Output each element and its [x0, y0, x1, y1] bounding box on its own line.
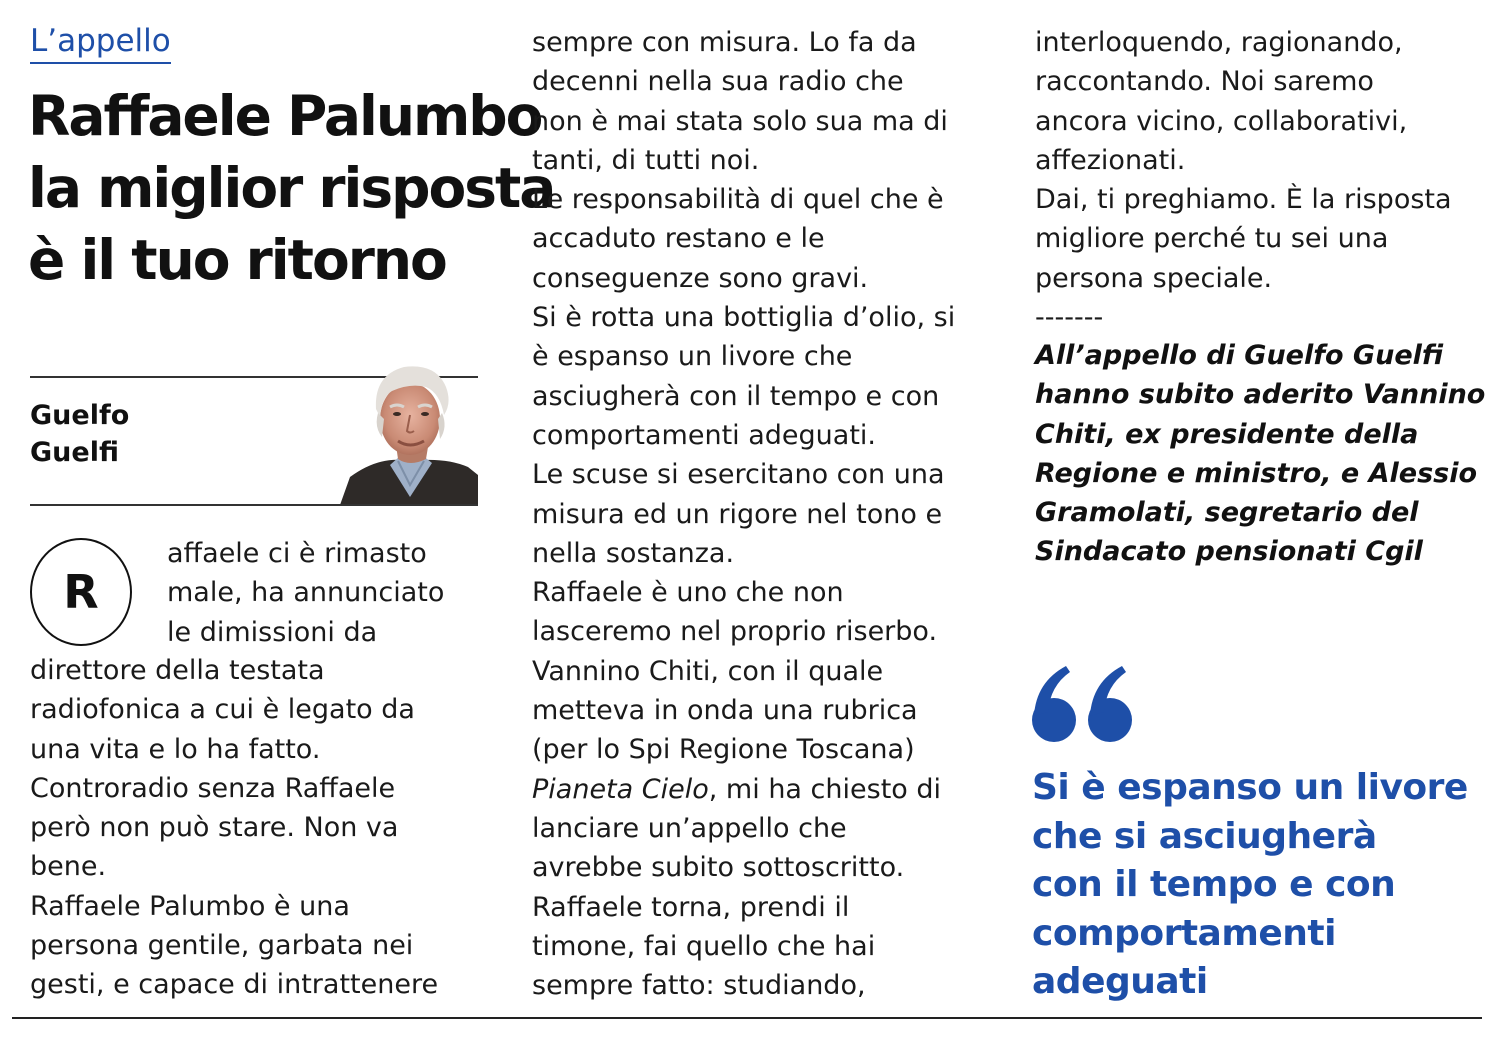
- text-line: persona speciale.: [1035, 262, 1273, 294]
- text-line: migliore perché tu sei una: [1035, 223, 1389, 255]
- text-line: però non può stare. Non va: [30, 812, 399, 844]
- text-line: non è mai stata solo sua ma di: [532, 105, 948, 137]
- text-line: Le responsabilità di quel che è: [532, 184, 944, 216]
- text-line: direttore della testata: [30, 655, 325, 686]
- text-line: Regione e ministro, e Alessio: [1035, 457, 1478, 489]
- text-line: sempre fatto: studiando,: [532, 970, 866, 1002]
- section-kicker: L’appello: [30, 22, 171, 64]
- author-last-name: Guelfi: [30, 437, 119, 468]
- text-line: affezionati.: [1035, 144, 1186, 176]
- text-line: Raffaele Palumbo è una: [30, 890, 350, 922]
- text-line: (per lo Spi Regione Toscana): [532, 734, 915, 766]
- text-fragment: , mi ha chiesto di: [708, 773, 942, 805]
- text-line: lanciare un’appello che: [532, 812, 847, 844]
- byline-rule-bottom: [30, 504, 478, 506]
- text-line: decenni nella sua radio che: [532, 66, 904, 98]
- headline-line: è il tuo ritorno: [28, 228, 446, 292]
- text-line: Si è rotta una bottiglia d’olio, si: [532, 302, 956, 334]
- author-first-name: Guelfo: [30, 400, 130, 431]
- text-line: All’appello di Guelfo Guelfi: [1035, 340, 1444, 371]
- text-line: asciugherà con il tempo e con: [532, 380, 940, 412]
- separator-dashes: -------: [1035, 302, 1104, 334]
- pull-quote-line: comportamenti: [1032, 912, 1336, 954]
- column-2-body: [532, 23, 955, 1005]
- text-line: Gramolati, segretario del: [1035, 497, 1419, 529]
- text-line: è espanso un livore che: [532, 341, 853, 373]
- pull-quote-line: adeguati: [1032, 961, 1208, 1002]
- headline-line: la miglior risposta: [28, 156, 555, 220]
- text-line: gesti, e capace di intrattenere: [30, 969, 439, 1001]
- text-line: raccontando. Noi saremo: [1035, 66, 1374, 98]
- drop-cap: R: [30, 538, 132, 646]
- program-title: Pianeta Cielo: [532, 773, 709, 805]
- text-line: metteva in onda una rubrica: [532, 695, 918, 727]
- text-line: persona gentile, garbata nei: [30, 930, 414, 962]
- pull-quote-line: che si asciugherà: [1032, 815, 1377, 857]
- author-byline: [30, 397, 129, 471]
- double-quote-icon: [1030, 662, 1140, 746]
- pull-quote: [1032, 764, 1468, 1007]
- text-line: Raffaele torna, prendi il: [532, 891, 850, 923]
- text-line: conseguenze sono gravi.: [532, 262, 869, 294]
- text-line: misura ed un rigore nel tono e: [532, 498, 943, 530]
- text-line: una vita e lo ha fatto.: [30, 733, 321, 765]
- text-line: Le scuse si esercitano con una: [532, 459, 945, 491]
- text-line: bene.: [30, 851, 107, 883]
- page-bottom-rule: [12, 1017, 1482, 1019]
- text-line: ancora vicino, collaborativi,: [1035, 105, 1408, 137]
- text-line: Raffaele è uno che non: [532, 577, 844, 609]
- text-line: Sindacato pensionati Cgil: [1035, 536, 1423, 568]
- text-line: Vannino Chiti, con il quale: [532, 655, 884, 687]
- text-line: timone, fai quello che hai: [532, 930, 876, 962]
- headline: [28, 80, 555, 296]
- text-line: accaduto restano e le: [532, 223, 825, 255]
- pull-quote-line: Si è espanso un livore: [1032, 767, 1468, 808]
- pull-quote-line: con il tempo e con: [1032, 864, 1396, 905]
- author-portrait: [340, 357, 478, 505]
- text-line: [532, 770, 955, 809]
- text-line: le dimissioni da: [167, 616, 378, 648]
- text-line: hanno subito aderito Vannino: [1035, 379, 1486, 411]
- text-line: Controradio senza Raffaele: [30, 772, 396, 804]
- text-line: Dai, ti preghiamo. È la risposta: [1035, 184, 1452, 216]
- text-line: sempre con misura. Lo fa da: [532, 27, 917, 58]
- text-line: Chiti, ex presidente della: [1035, 418, 1419, 450]
- text-line: male, ha annunciato: [167, 577, 445, 609]
- column-1-intro: [167, 534, 444, 652]
- text-line: nella sostanza.: [532, 537, 735, 569]
- column-1-body: [30, 651, 438, 1005]
- text-line: lasceremo nel proprio riserbo.: [532, 616, 938, 648]
- text-line: radiofonica a cui è legato da: [30, 694, 415, 726]
- text-line: tanti, di tutti noi.: [532, 144, 760, 176]
- signoff-note: [1035, 336, 1485, 572]
- text-line: affaele ci è rimasto: [167, 538, 427, 569]
- text-line: comportamenti adeguati.: [532, 419, 877, 451]
- column-3-body: [1035, 23, 1452, 337]
- text-line: interloquendo, ragionando,: [1035, 27, 1403, 58]
- text-line: avrebbe subito sottoscritto.: [532, 852, 905, 884]
- headline-line: Raffaele Palumbo: [28, 84, 542, 148]
